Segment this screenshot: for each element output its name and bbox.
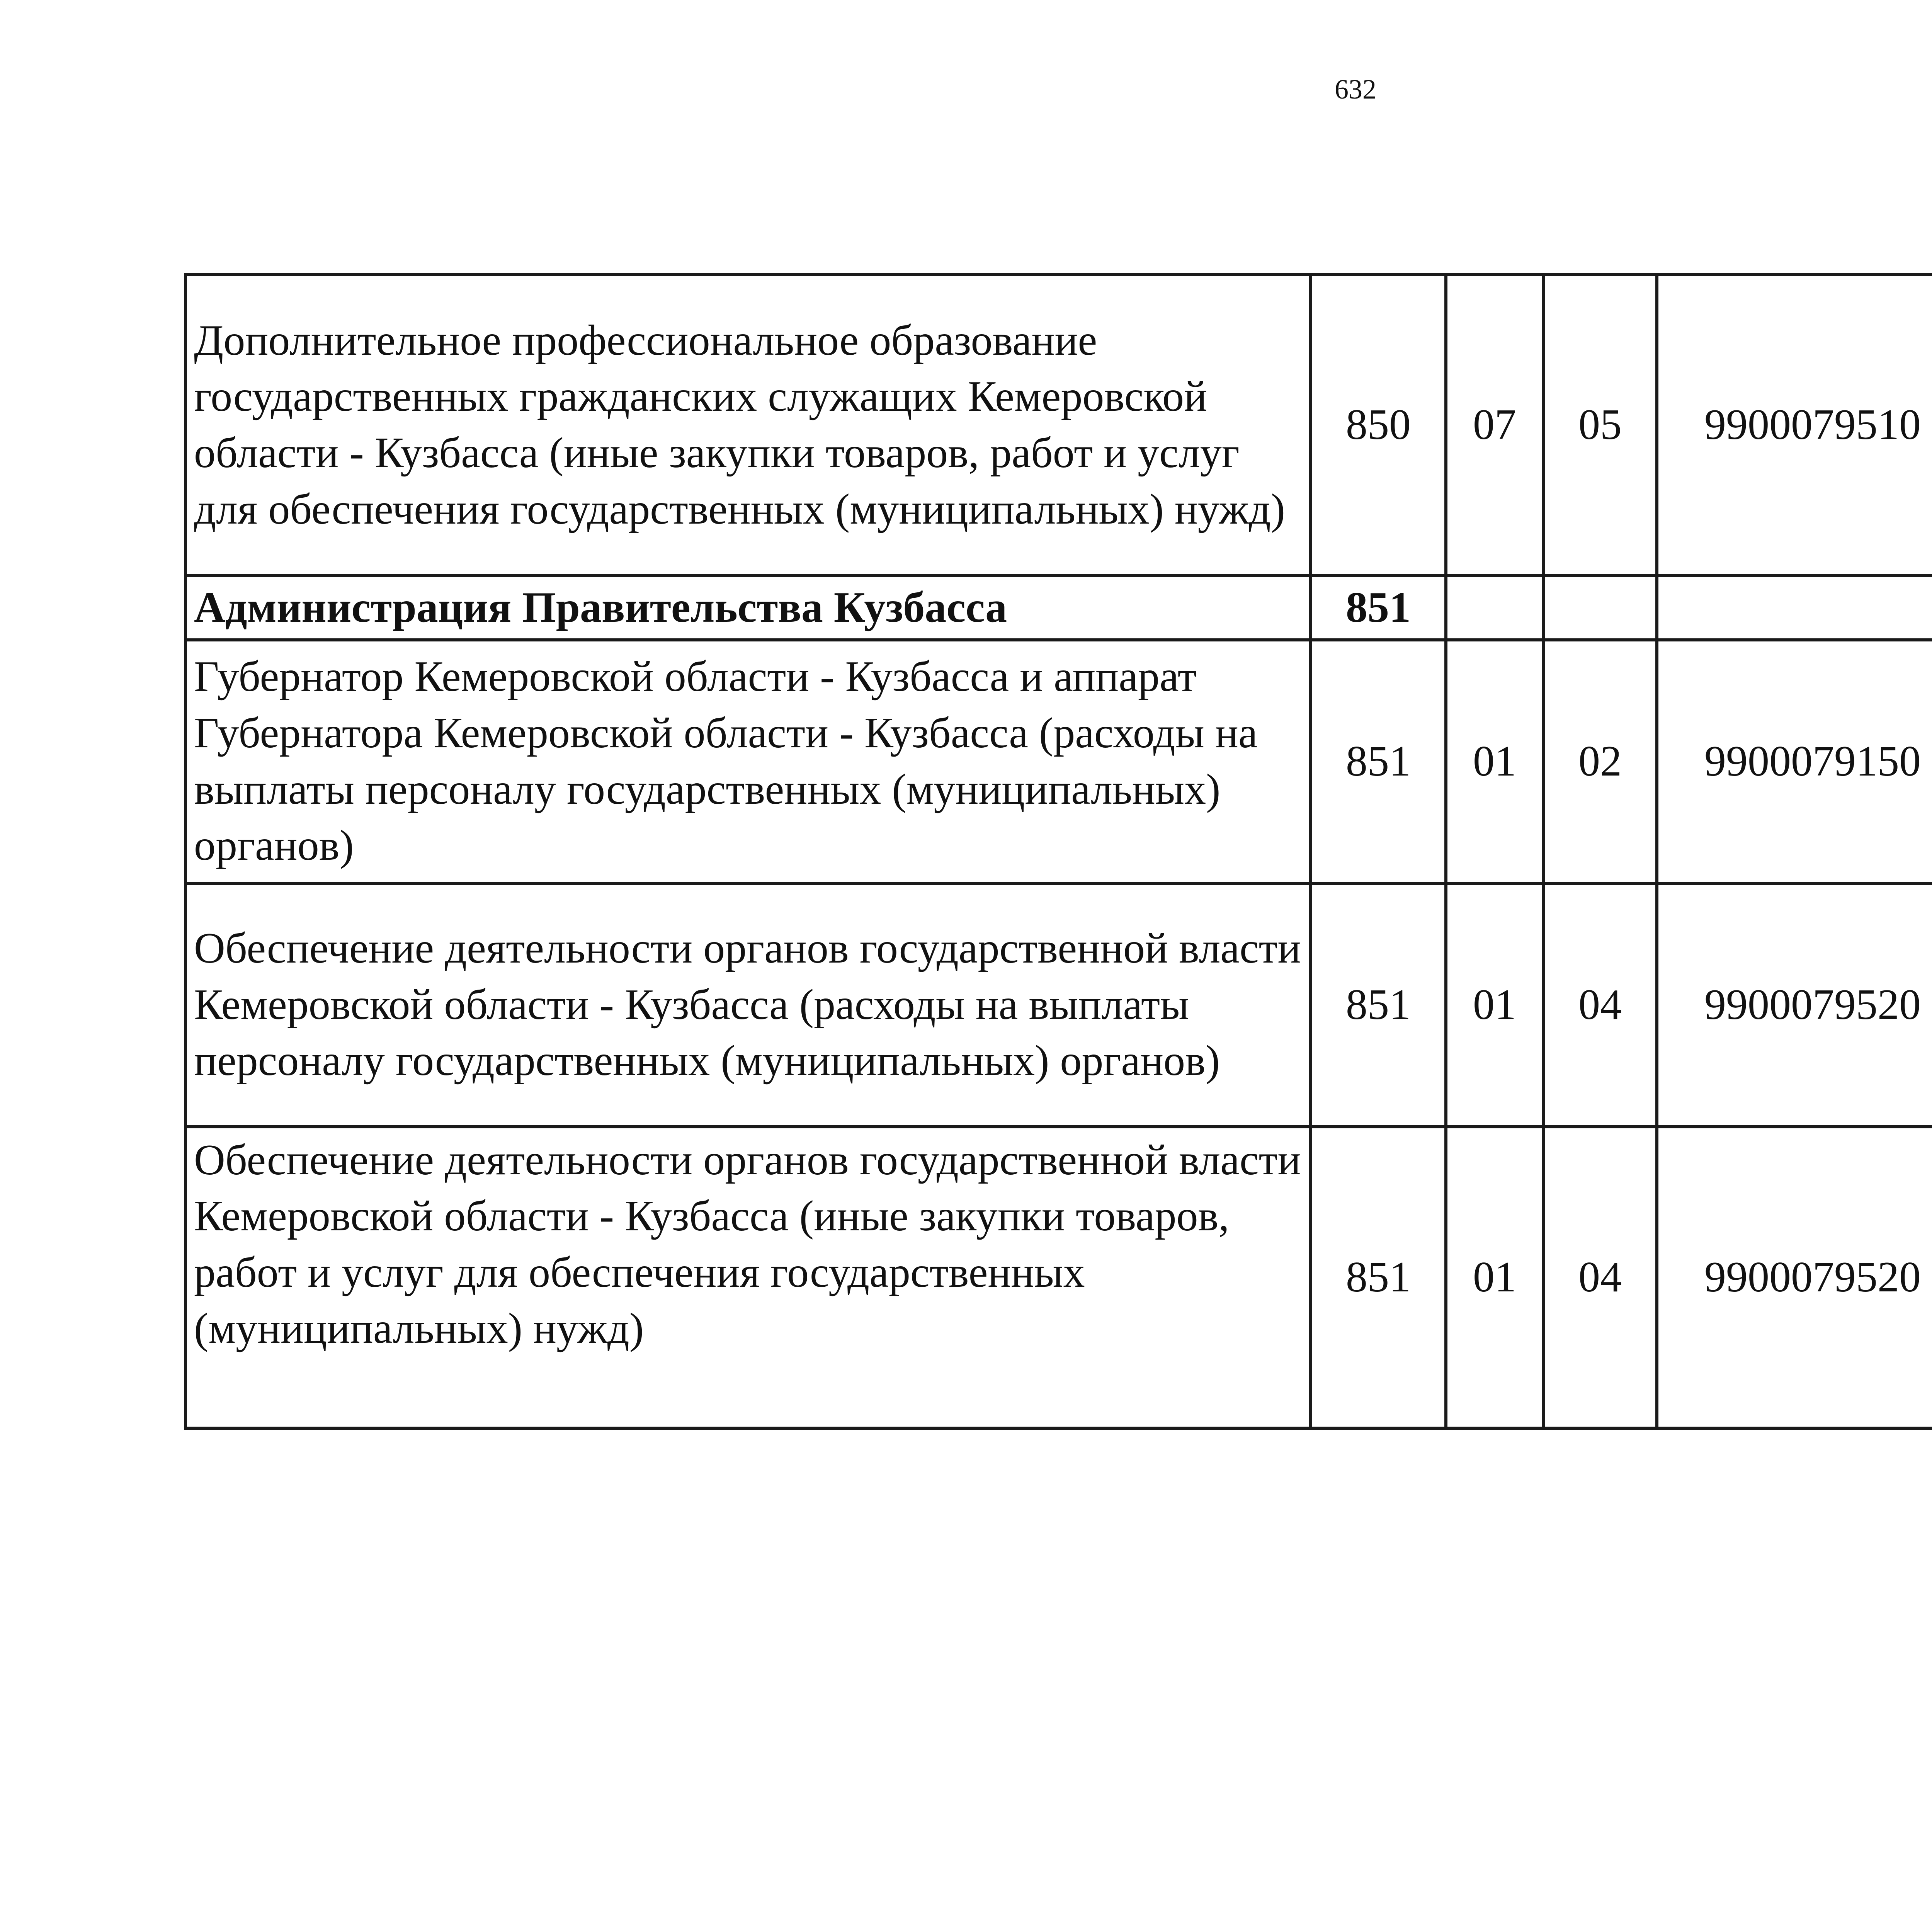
- section-code: 07: [1446, 274, 1543, 576]
- table-row: [185, 640, 1932, 883]
- section-code: 01: [1446, 640, 1543, 883]
- subsection-code: 04: [1543, 1127, 1657, 1428]
- subsection-code: 04: [1543, 883, 1657, 1127]
- row-description: Администрация Правительства Кузбасса: [185, 576, 1311, 640]
- ministry-code: 851: [1311, 883, 1446, 1127]
- subsection-code: 05: [1543, 274, 1657, 576]
- page-number: 632: [1335, 74, 1376, 105]
- table-row: [185, 883, 1932, 1127]
- ministry-code: 850: [1311, 274, 1446, 576]
- row-description: Губернатор Кемеровской области - Кузбасса и аппарат Губернатора Кемеровской области - Кузбасса (расходы на выплаты персоналу государственных (муниципальных) органов): [185, 640, 1311, 883]
- budget-table: [184, 273, 1932, 1430]
- section-code: 01: [1446, 883, 1543, 1127]
- table-row-total: [185, 576, 1932, 640]
- row-description: Обеспечение деятельности органов государственной власти Кемеровской области - Кузбасса (расходы на выплаты персоналу государственных (муниципальных) органов): [185, 883, 1311, 1127]
- ministry-code: 851: [1311, 640, 1446, 883]
- table-row: [185, 1127, 1932, 1428]
- row-description: Обеспечение деятельности органов государственной власти Кемеровской области - Кузбасса (иные закупки товаров, работ и услуг для обеспечения государственных (муниципальных) нужд): [185, 1127, 1311, 1428]
- target-article-code: [1657, 576, 1932, 640]
- subsection-code: [1543, 576, 1657, 640]
- section-code: [1446, 576, 1543, 640]
- ministry-code: 851: [1311, 576, 1446, 640]
- subsection-code: 02: [1543, 640, 1657, 883]
- ministry-code: 851: [1311, 1127, 1446, 1428]
- target-article-code: 9900079520: [1657, 1127, 1932, 1428]
- target-article-code: 9900079150: [1657, 640, 1932, 883]
- section-code: 01: [1446, 1127, 1543, 1428]
- row-description: Дополнительное профессиональное образование государственных гражданских служащих Кемеровской области - Кузбасса (иные закупки товаров, работ и услуг для обеспечения государственных (муниципальных) нужд): [185, 274, 1311, 576]
- table-row: [185, 274, 1932, 576]
- target-article-code: 9900079510: [1657, 274, 1932, 576]
- target-article-code: 9900079520: [1657, 883, 1932, 1127]
